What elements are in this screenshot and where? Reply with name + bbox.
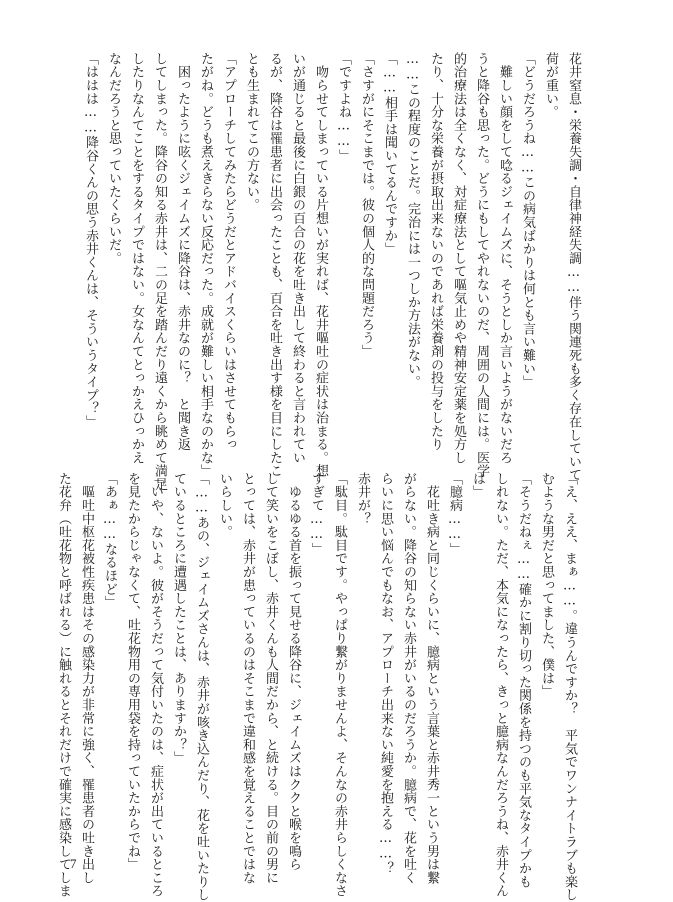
text-line: 「そうだねぇ……確かに割り切った関係を持つのも平気なタイプかも bbox=[516, 472, 531, 889]
text-line: 「ははは……降谷くんの思う赤井くんは、そういうタイプ？」 bbox=[83, 52, 98, 429]
text-line: いが通じると最後に白銀の百合の花を吐き出して終わると言われてい bbox=[290, 52, 305, 465]
text-line: とっては、赤井が患っているのはそこまで違和感を覚えることではな bbox=[240, 472, 255, 885]
text-line: は」 bbox=[470, 472, 485, 499]
text-line: 「え、ええ、まぁ……。違うんですか？ 平気でワンナイトラブも楽し bbox=[562, 472, 577, 902]
text-line: た花弁（吐花物と呼ばれる）に触れるとそれだけで確実に感染してしま bbox=[56, 472, 71, 898]
text-line: 「どうだろうね……この病気ばかりは何とも言い難い」 bbox=[520, 52, 535, 389]
page-number: 7 bbox=[70, 856, 77, 871]
text-line: してしまった。降谷の知る赤井は、二の足を踏んだり遠くから眺めて満足 bbox=[152, 52, 167, 491]
text-line: 赤井が？ bbox=[355, 472, 370, 526]
text-line: 「……相手は聞いてるんですか」 bbox=[382, 52, 397, 256]
text-line: るが、降谷は罹患者に出会ったことも、百合を吐き出す様を目にしたこ bbox=[267, 52, 282, 478]
text-line: すぎて……」 bbox=[309, 472, 324, 556]
text-line: 「ですよね……」 bbox=[336, 52, 351, 163]
text-line: 的治療法は全くなく、対症療法として嘔気止めや精神安定薬を処方し bbox=[451, 52, 466, 465]
text-line: むような男だと思ってました、僕は」 bbox=[539, 472, 554, 699]
text-line: を見たからじゃなくて、吐花物用の専用袋を持っていたからでね」 bbox=[125, 472, 140, 871]
text-line: 花吐き病と同じくらいに、臆病という言葉と赤井秀一という男は繋 bbox=[424, 472, 439, 885]
text-line: たり、十分な栄養が摂取出来ないのであれば栄養剤の投与をしたり bbox=[428, 52, 443, 451]
text-line: して笑いをこぼし、赤井くんも人間だから、と続ける。目の前の男に bbox=[263, 472, 278, 885]
text-line: 「駄目。駄目です。やっぱり繋がりませんよ、そんなの赤井らしくなさ bbox=[332, 472, 347, 898]
text-line: 「あぁ……なるほど」 bbox=[102, 472, 117, 609]
text-line: たがね。どうも煮えきらない反応だった。成就が難しい相手なのかな」 bbox=[198, 52, 213, 478]
text-line: 吻らせてしまっている片想いが実れば、花井嘔吐の症状は治まる。想 bbox=[313, 52, 328, 478]
text-line: ……この程度のことだ。完治には一つしか方法がない。 bbox=[405, 52, 420, 389]
text-line: とも生まれてこの方ない。 bbox=[244, 52, 259, 212]
bottom-text-block bbox=[56, 472, 581, 902]
text-line: 難しい顔をして唸るジェイムズに、そうとしか言いようがないだろ bbox=[497, 52, 512, 465]
text-line: 荷が重い。 bbox=[543, 52, 558, 119]
text-line: 「いや、ないよ。彼がそうだって気付いたのは、症状が出ているところ bbox=[148, 472, 163, 898]
text-line: なんだろうと思っていたくらいだ。 bbox=[106, 52, 121, 265]
text-line: ているところに遭遇したことは、ありますか？」 bbox=[171, 472, 186, 765]
text-line: 嘔吐中枢花被性疾患はその感染力が非常に強く、罹患者の吐き出し bbox=[79, 472, 94, 885]
text-line: うと降谷も思った。どうにもしてやれないのだ、周囲の人間には。医学 bbox=[474, 52, 489, 478]
text-line: したりなんてことをするタイプではない。女なんてとっかえひっかえ bbox=[129, 52, 144, 465]
text-line: 困ったように呟くジェイムズに降谷は、赤井なのに？ と聞き返 bbox=[175, 52, 190, 451]
text-line: らいに思い悩んでもなお、アプローチ出来ない純愛を抱える……？ bbox=[378, 472, 393, 875]
text-line: しれない。ただ、本気になったら、きっと臆病なんだろうね、赤井くん bbox=[493, 472, 508, 898]
text-line: 「……あの、ジェイムズさんは、赤井が咳き込んだり、花を吐いたりし bbox=[194, 472, 209, 902]
text-line: がらない。降谷の知らない赤井がいるのだろうか。臆病で、花を吐く bbox=[401, 472, 416, 885]
text-line: 「さすがにそこまでは。彼の個人的な問題だろう」 bbox=[359, 52, 374, 358]
top-text-block bbox=[83, 52, 585, 491]
text-line: ゆるゆる首を振って見せる降谷に、ジェイムズはククと喉を鳴ら bbox=[286, 472, 301, 871]
text-line: いらしい。 bbox=[217, 472, 232, 539]
text-line: 「臆病……」 bbox=[447, 472, 462, 556]
text-line: 花井窒息・栄養失調・自律神経失調……伴う関連死も多く存在していて bbox=[566, 52, 581, 482]
text-line: 「アプローチしてみたらどうだとアドバイスくらいはさせてもらっ bbox=[221, 52, 236, 451]
